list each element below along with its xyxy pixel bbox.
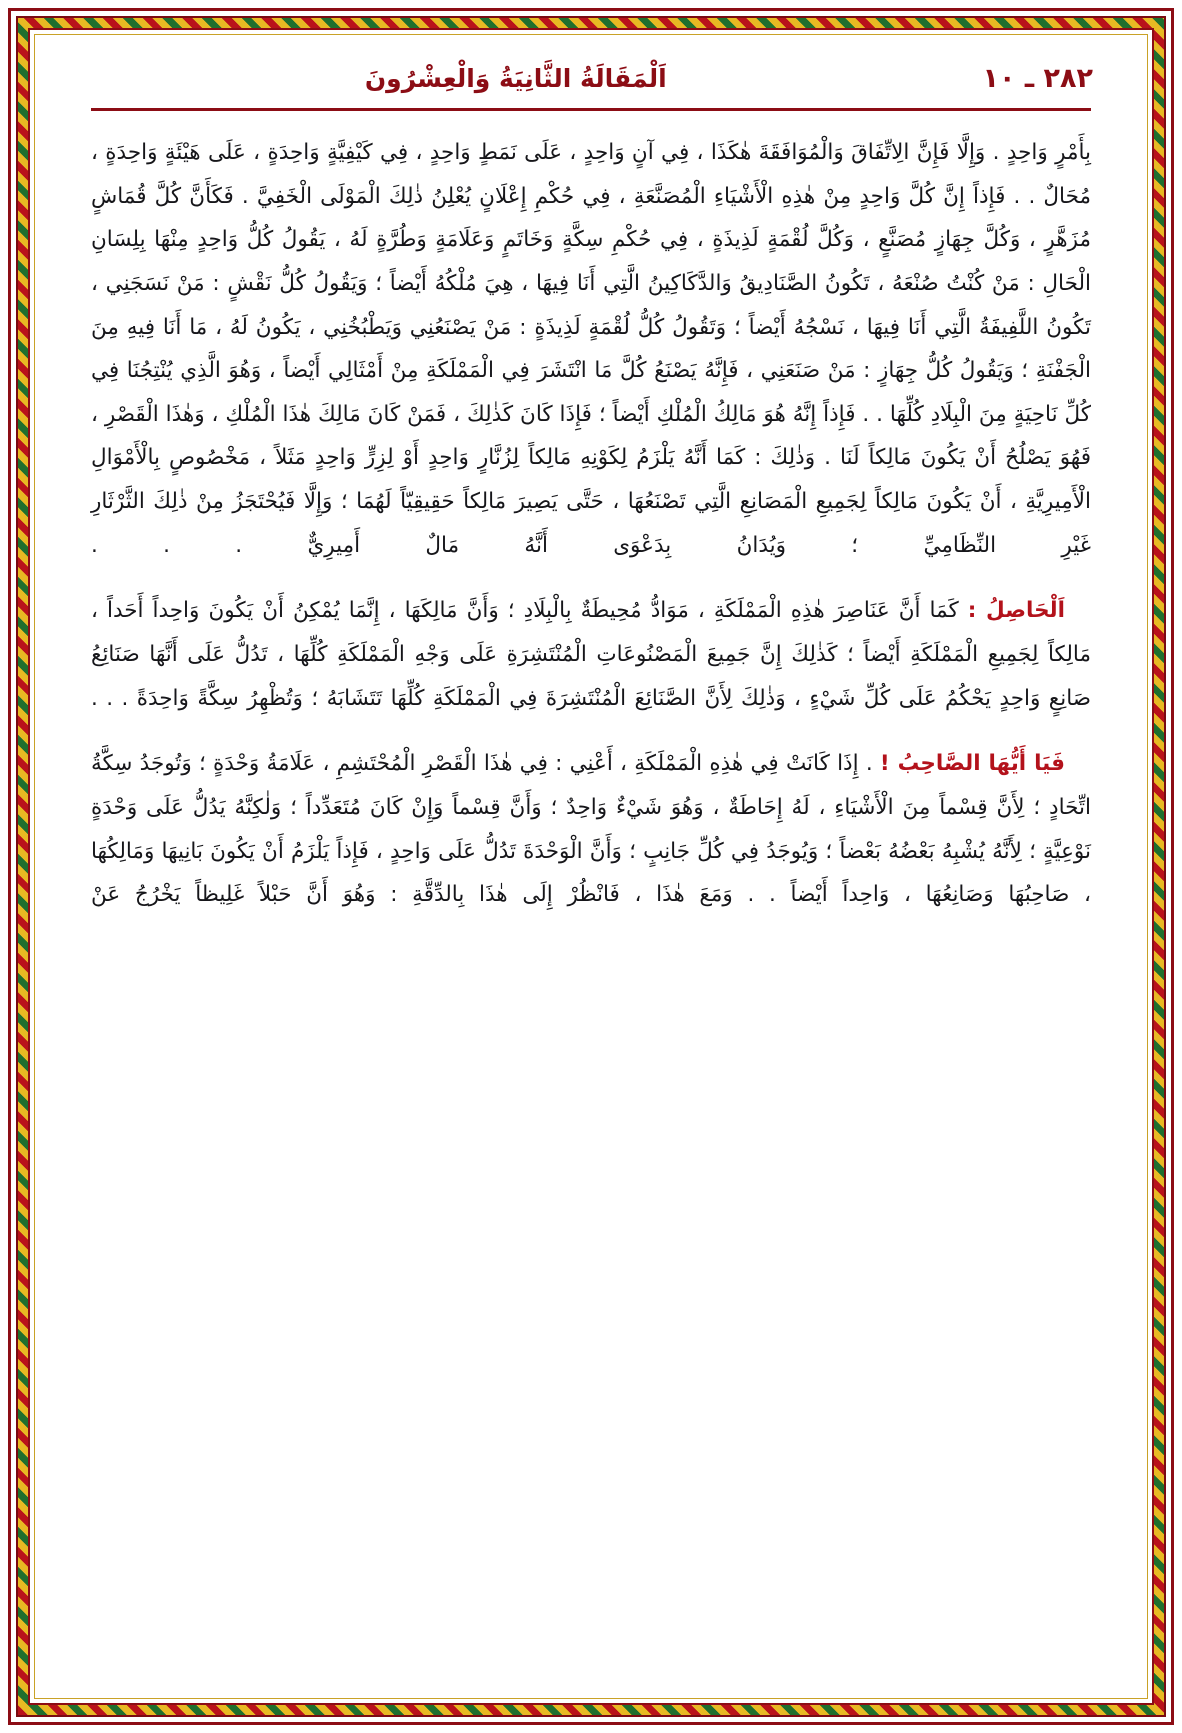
paragraph-3-text: . إِذَا كَانَتْ فِي هٰذِهِ الْمَمْلَكَةِ ، أَعْنِي : فِي هٰذَا الْقَصْرِ الْمُحْتَشِمِ ، عَلَامَةُ وَحْدَةٍ ؛ وَتُوجَدُ سِكَّةُ اتِّحَادٍ ؛ لِأَنَّ قِسْماً مِنَ الْأَشْيَاءِ ، لَهُ إِحَاطَةٌ ، وَهُوَ شَيْءٌ وَاحِدٌ ؛ وَأَنَّ قِسْماً وَإِنْ كَانَ مُتَعَدِّداً ؛ وَلٰكِنَّهُ يَدُلُّ عَلَى وَحْدَةٍ نَوْعِيَّةٍ ؛ لِأَنَّهُ يُشْبِهُ بَعْضُهُ بَعْضاً ؛ وَيُوجَدُ فِي كُلِّ جَانِبٍ ؛ وَأَنَّ الْوَحْدَةَ تَدُلُّ عَلَى وَاحِدٍ ، فَإِذاً يَلْزَمُ أَنْ يَكُونَ بَانِيهَا وَمَالِكُهَا ، صَاحِبُهَا وَصَانِعُهَا ، وَاحِداً أَيْضاً . . وَمَعَ هٰذَا ، فَانْظُرْ إِلَى هٰذَا بِالدِّقَّةِ : وَهُوَ أَنَّ حَبْلاً غَلِيظاً يَخْرُجُ عَنْ xyxy=(91,751,1091,908)
body-text xyxy=(61,111,1121,917)
paragraph-1-text: بِأَمْرٍ وَاحِدٍ . وَإِلَّا فَإِنَّ الِاتِّفَاقَ وَالْمُوَافَقَةَ هٰكَذَا ، فِي آنٍ وَاحِدٍ ، عَلَى نَمَطٍ وَاحِدٍ ، فِي كَيْفِيَّةٍ وَاحِدَةٍ ، عَلَى هَيْئَةٍ وَاحِدَةٍ ، مُحَالٌ . . فَإِذاً إِنَّ كُلَّ وَاحِدٍ مِنْ هٰذِهِ الْأَشْيَاءِ الْمُصَنَّعَةِ ، فِي حُكْمِ إِعْلَانٍ يُعْلِنُ ذٰلِكَ الْمَوْلَى الْخَفِيَّ . فَكَأَنَّ كُلَّ قُمَاشٍ مُزَهَّرٍ ، وَكُلَّ جِهَازٍ مُصَنَّعٍ ، وَكُلَّ لُقْمَةٍ لَذِيذَةٍ ، فِي حُكْمِ سِكَّةٍ وَخَاتَمٍ وَعَلَامَةٍ وَطُرَّةٍ لَهُ ، يَقُولُ كُلُّ وَاحِدٍ مِنْهَا بِلِسَانِ الْحَالِ : مَنْ كُنْتُ صُنْعَهُ ، تَكُونُ الصَّنَادِيقُ وَالدَّكَاكِينُ الَّتِي أَنَا فِيهَا ، هِيَ مُلْكُهُ أَيْضاً ؛ وَيَقُولُ كُلُّ نَقْشٍ : مَنْ نَسَجَنِي ، تَكُونُ اللَّفِيفَةُ الَّتِي أَنَا فِيهَا ، نَسْجُهُ أَيْضاً ؛ وَتَقُولُ كُلُّ لُقْمَةٍ لَذِيذَةٍ : مَنْ يَصْنَعُنِي وَيَطْبُخُنِي ، يَكُونُ لَهُ ، مَا أَنَا فِيهِ مِنَ الْجَفْنَةِ ؛ وَيَقُولُ كُلُّ جِهَازٍ : مَنْ صَنَعَنِي ، فَإِنَّهُ يَصْنَعُ كُلَّ مَا انْتَشَرَ فِي الْمَمْلَكَةِ مِنْ أَمْثَالِي أَيْضاً ، وَهُوَ الَّذِي يُنْتِجُنَا فِي كُلِّ نَاحِيَةٍ مِنَ الْبِلَادِ كُلِّهَا . . فَإِذاً إِنَّهُ هُوَ مَالِكُ الْمُلْكِ أَيْضاً ؛ فَإِذَا كَانَ كَذٰلِكَ ، فَمَنْ كَانَ مَالِكَ هٰذَا الْمُلْكِ ، وَهٰذَا الْقَصْرِ ، فَهُوَ يَصْلُحُ أَنْ يَكُونَ مَالِكاً لَنَا . وَذٰلِكَ : كَمَا أَنَّهُ يَلْزَمُ لِكَوْنِهِ مَالِكاً لِزُنَّارٍ وَاحِدٍ أَوْ لِزِرٍّ وَاحِدٍ مَثَلاً ، مَخْصُوصٍ بِالْأَمْوَالِ الْأَمِيرِيَّةِ ، أَنْ يَكُونَ مَالِكاً لِجَمِيعِ الْمَصَانِعِ الَّتِي تَصْنَعُهَا ، حَتَّى يَصِيرَ مَالِكاً حَقِيقِيّاً لَهُمَا ؛ وَإِلَّا فَيُحْتَجَزُ مِنْ ذٰلِكَ الثَّرْثَارِ غَيْرِ النِّظَامِيِّ ؛ وَيُدَانُ بِدَعْوَى أَنَّهُ مَالٌ أَمِيرِيٌّ . . . xyxy=(91,140,1091,558)
paragraph-2-lead: اَلْحَاصِلُ : xyxy=(967,598,1066,624)
page-header xyxy=(61,53,1121,94)
paragraph-3 xyxy=(91,742,1091,917)
paragraph-3-lead: فَيَا أَيُّهَا الصَّاحِبُ ! xyxy=(879,751,1066,777)
page-border-inner xyxy=(28,28,1154,1705)
paragraph-1 xyxy=(91,131,1091,567)
page-border-outer xyxy=(8,8,1174,1725)
page-number: ٢٨٢ ـ ١٠ xyxy=(982,63,1093,94)
paragraph-2 xyxy=(91,589,1091,720)
page-content-area xyxy=(34,34,1148,1699)
paragraph-2-text: كَمَا أَنَّ عَنَاصِرَ هٰذِهِ الْمَمْلَكَةِ ، مَوَادُّ مُحِيطَةٌ بِالْبِلَادِ ؛ وَأَنَّ مَالِكَهَا ، إِنَّمَا يُمْكِنُ أَنْ يَكُونَ وَاحِداً أَحَداً ، مَالِكاً لِجَمِيعِ الْمَمْلَكَةِ أَيْضاً ؛ كَذٰلِكَ إِنَّ جَمِيعَ الْمَصْنُوعَاتِ الْمُنْتَشِرَةِ عَلَى وَجْهِ الْمَمْلَكَةِ كُلِّهَا ، تَدُلُّ عَلَى أَنَّهَا صَنَائِعُ صَانِعٍ وَاحِدٍ يَحْكُمُ عَلَى كُلِّ شَيْءٍ ، وَذٰلِكَ لِأَنَّ الصَّنَائِعَ الْمُنْتَشِرَةَ فِي الْمَمْلَكَةِ كُلِّهَا تَتَشَابَهُ ؛ وَتُظْهِرُ سِكَّةً وَاحِدَةً . . . xyxy=(91,598,1091,711)
page-border-ornament-band xyxy=(16,16,1166,1717)
chapter-title: اَلْمَقَالَةُ الثَّانِيَةُ وَالْعِشْرُونَ xyxy=(364,64,667,93)
